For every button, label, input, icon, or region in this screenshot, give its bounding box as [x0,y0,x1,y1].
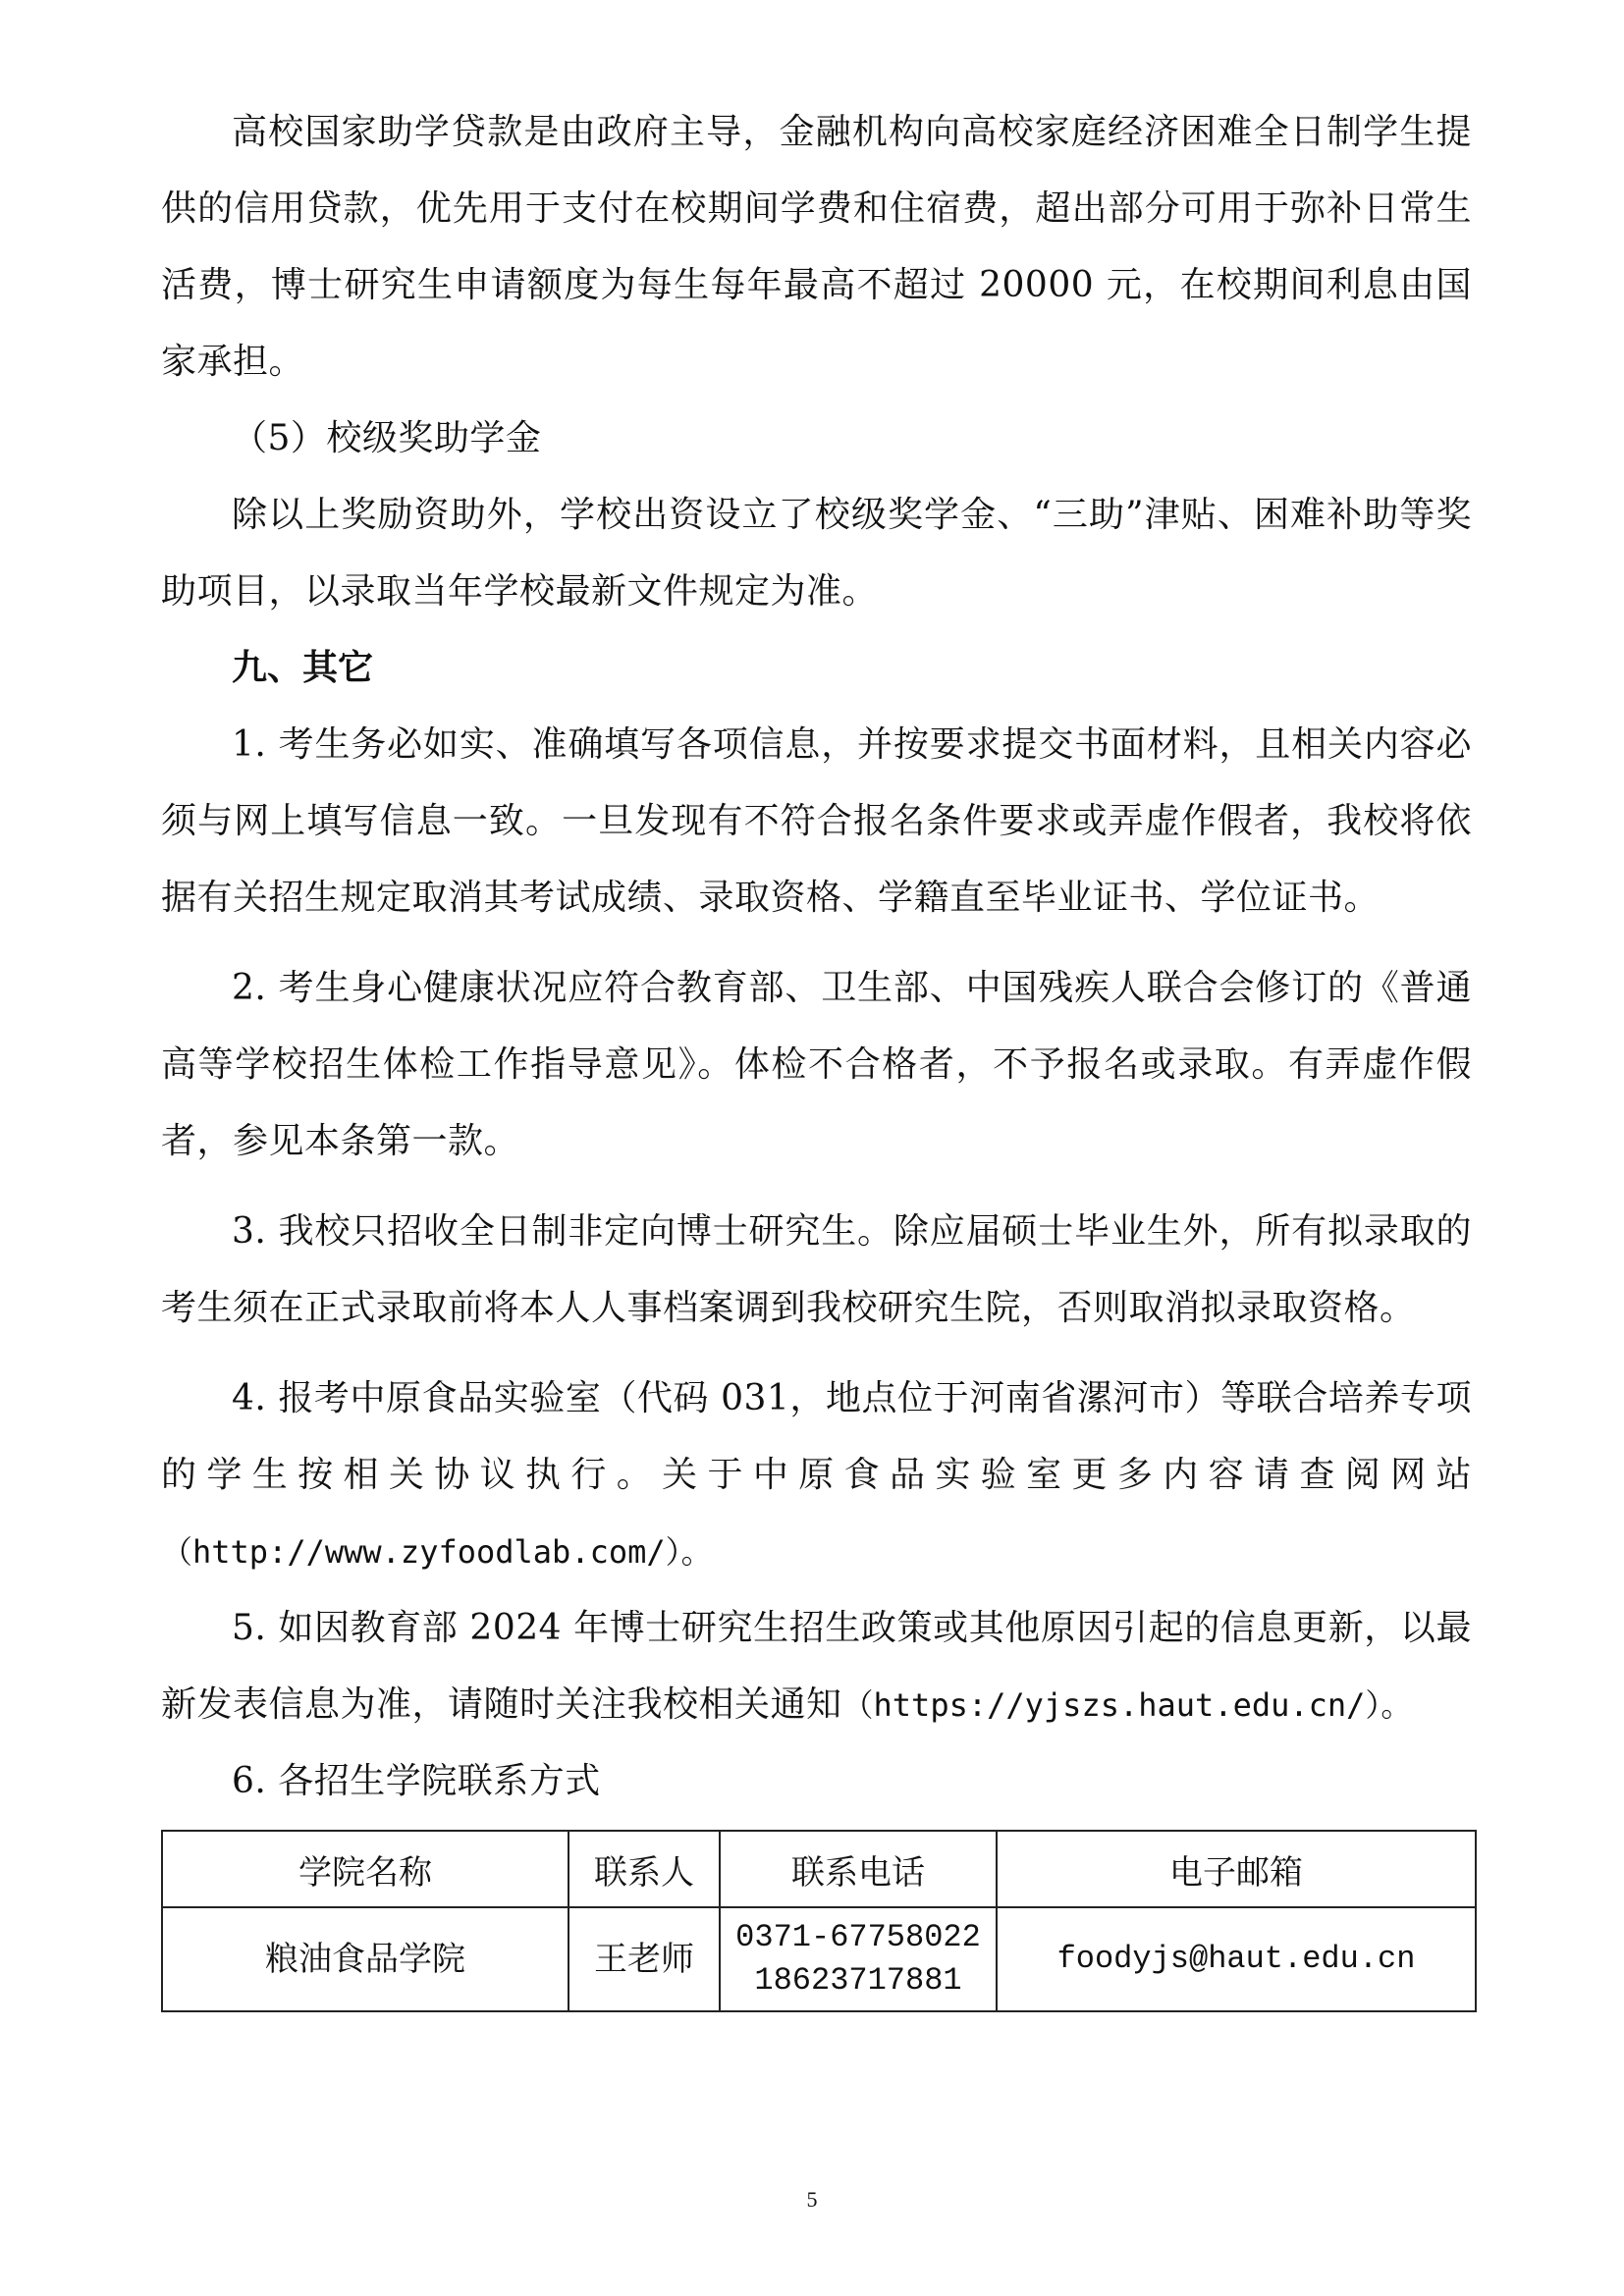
item-4 [161,1361,1472,1590]
loan-paragraph: 高校国家助学贷款是由政府主导，金融机构向高校家庭经济困难全日制学生提供的信用贷款，优先用于支付在校期间学费和住宿费，超出部分可用于弥补日常生活费，博士研究生申请额度为每生每年最高不超过 20000 元，在校期间利息由国家承担。 [161,112,1472,382]
cell-contact: 王老师 [568,1907,720,2011]
phone-landline: 0371-67758022 [735,1919,981,1955]
item-4-url[interactable]: （http://www.zyfoodlab.com/）。 [161,1533,713,1571]
document-body [161,94,1472,2012]
item-4-text: 4. 报考中原食品实验室（代码 031，地点位于河南省漯河市）等联合培养专项的学生按相关协议执行。关于中原食品实验室更多内容请查阅网站 [161,1378,1472,1495]
header-contact: 联系人 [568,1831,720,1907]
phone-mobile: 18623717881 [754,1962,962,1999]
cell-email[interactable]: foodyjs@haut.edu.cn [997,1907,1476,2011]
table-row [162,1907,1476,2011]
item-5 [161,1590,1472,1743]
item-1: 1. 考生务必如实、准确填写各项信息，并按要求提交书面材料，且相关内容必须与网上填写信息一致。一旦发现有不符合报名条件要求或弄虚作假者，我校将依据有关招生规定取消其考试成绩、录取资格、学籍直至毕业证书、学位证书。 [161,724,1472,918]
header-college: 学院名称 [162,1831,568,1907]
cell-phone [720,1907,997,2011]
item-3: 3. 我校只招收全日制非定向博士研究生。除应届硕士毕业生外，所有拟录取的考生须在正式录取前将本人人事档案调到我校研究生院，否则取消拟录取资格。 [161,1211,1472,1328]
item-5-text: 5. 如因教育部 2024 年博士研究生招生政策或其他原因引起的信息更新，以最新发表信息为准，请随时关注我校相关通知 [161,1608,1472,1725]
item-6: 6. 各招生学院联系方式 [232,1761,601,1801]
section-heading-other: 九、其它 [232,648,374,688]
scholarship-subheading: （5）校级奖助学金 [232,418,542,458]
cell-college: 粮油食品学院 [162,1907,568,2011]
header-email: 电子邮箱 [997,1831,1476,1907]
item-2: 2. 考生身心健康状况应符合教育部、卫生部、中国残疾人联合会修订的《普通高等学校招生体检工作指导意见》。体检不合格者，不予报名或录取。有弄虚作假者，参见本条第一款。 [161,968,1472,1161]
item-5-url[interactable]: （https://yjszs.haut.edu.cn/）。 [841,1686,1413,1724]
contacts-table [161,1830,1477,2012]
page-number: 5 [806,2187,818,2212]
scholarship-paragraph: 除以上奖励资助外，学校出资设立了校级奖学金、“三助”津贴、困难补助等奖助项目，以录取当年学校最新文件规定为准。 [161,495,1472,612]
header-phone: 联系电话 [720,1831,997,1907]
table-header-row [162,1831,1476,1907]
